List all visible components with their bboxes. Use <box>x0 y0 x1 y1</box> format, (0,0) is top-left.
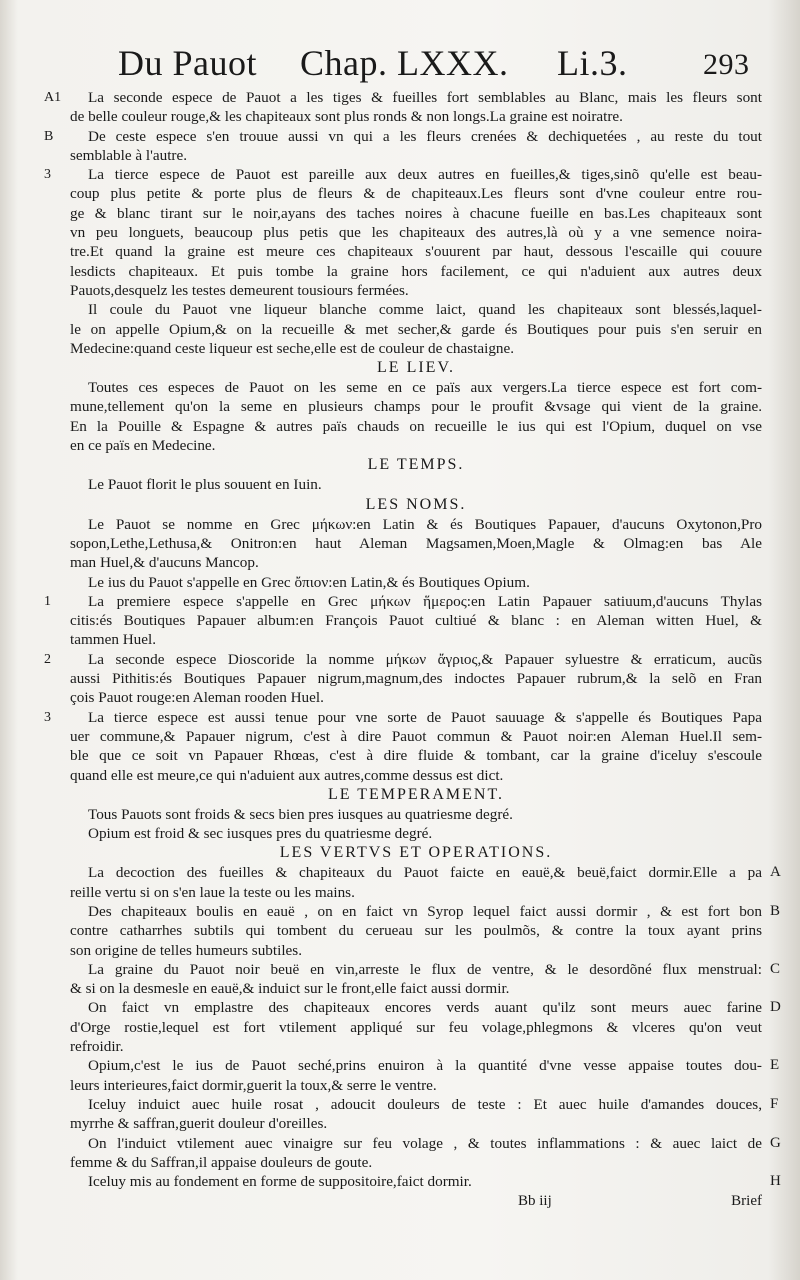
text-line: ble que ce soit vn Papauer Rhœas, c'est à dire fluide & tombant, car la graine d'iceluy s'escoule <box>70 747 762 765</box>
text-line: femme & du Saffran,il appaise douleurs de goute. <box>70 1153 373 1171</box>
margin-note-right: E <box>770 1057 780 1074</box>
paragraph <box>44 88 762 127</box>
paragraph <box>70 960 781 999</box>
text-line: Il coule du Pauot vne liqueur blanche comme laict, quand les chapiteaux sont blessés,laquel- <box>88 301 762 319</box>
text-line: semblable à l'autre. <box>70 146 188 164</box>
text-line: Tous Pauots sont froids & secs bien pres iusques au quatriesme degré. <box>88 805 513 823</box>
text-line: leurs interieures,faict dormir,guerit la toux,& serre le ventre. <box>70 1076 437 1094</box>
margin-note-right: D <box>770 999 781 1016</box>
section-heading: LES VERTVS ET OPERATIONS. <box>279 844 553 862</box>
text-line: reille vertu si on s'en laue la teste ou les mains. <box>70 883 355 901</box>
section-heading: LE TEMPS. <box>367 456 465 474</box>
margin-note-right: G <box>770 1134 781 1151</box>
margin-note-right: A <box>770 864 781 881</box>
text-line: refroidir. <box>70 1038 124 1056</box>
text-line: lesdicts chapiteaux. Et puis tombe la graine hors facilement, ce qui n'aduient aux autres deux <box>70 262 762 280</box>
text-line: citis:és Boutiques Papauer album:en François Pauot cultiué & blanc : en Aleman witten Huel, & <box>70 612 762 630</box>
catchword: Brief <box>731 1193 762 1210</box>
text-line: Le Pauot se nomme en Grec μήκων:en Latin & és Boutiques Papauer, d'aucuns Oxytonon,Pro <box>88 515 762 533</box>
section-heading: LE LIEV. <box>377 359 455 377</box>
text-line: En la Pouille & Espagne & autres païs chauds on recueille le ius qui est l'Opium, duquel on vse <box>70 417 762 435</box>
margin-note-left: A1 <box>44 90 62 105</box>
text-line: La premiere espece s'appelle en Grec μήκων ἥμερος:en Latin Papauer satiuum,d'aucuns Thylas <box>88 592 762 610</box>
margin-note-left: 1 <box>44 593 51 609</box>
text-line: sopon,Lethe,Lethusa,& Onitron:en haut Aleman Magsamen,Moen,Magle & Olmag:en bas Ale <box>70 534 762 552</box>
text-line: myrrhe & saffran,guerit douleur d'oreilles. <box>70 1115 328 1133</box>
paragraph <box>70 300 762 358</box>
text-line: On l'induict vtilement auec vinaigre sur feu volage , & toutes inflammations : & auec laict de <box>88 1134 762 1152</box>
text-line: le on appelle Opium,& on la recueille & met secher,& garde és Boutiques pour puis s'en seruir en <box>70 320 762 338</box>
text-line: Pauots,desquelz les testes demeurent tousiours fermées. <box>70 281 409 299</box>
paragraph <box>70 824 762 843</box>
text-line: Iceluy mis au fondement en forme de suppositoire,faict dormir. <box>88 1173 472 1191</box>
page-number: 293 <box>703 48 750 81</box>
paragraph <box>70 378 762 455</box>
page-body <box>44 88 781 1260</box>
text-line: Des chapiteaux boulis en eauë , on en faict vn Syrop lequel faict aussi dormir , & est fort bon <box>88 902 762 920</box>
text-line: La tierce espece est aussi tenue pour vne sorte de Pauot sauuage & s'appelle és Boutiques Papa <box>88 708 762 726</box>
text-line: coup plus petite & porte plus de fleurs & de chapiteaux.Les fleurs sont d'vne couleur entre rou- <box>70 185 762 203</box>
text-line: contre catharrhes subtils qui tombent du cerueau sur les poulmõs, & contre la toux ayant prins <box>70 922 762 940</box>
text-line: uer commune,& Papauer nigrum, c'est à dire Pauot commun & Pauot noir:en Aleman Huel.Il sem- <box>70 727 762 745</box>
text-line: La decoction des fueilles & chapiteaux du Pauot faicte en eauë,& beuë,faict dormir.Elle a pa <box>88 864 762 882</box>
text-line: & si on la desmesle en eauë,& induict sur le front,elle faict aussi dormir. <box>70 980 510 998</box>
paragraph <box>70 805 762 824</box>
margin-note-left: 3 <box>44 167 51 183</box>
margin-note-right: H <box>770 1173 781 1190</box>
margin-note-left: 3 <box>44 709 51 725</box>
paragraph <box>70 515 762 573</box>
text-line: d'Orge rostie,lequel est fort vtilement appliqué sur feu volage,phlegmons & vlceres qu'on veut <box>70 1018 762 1036</box>
section-heading: LE TEMPERAMENT. <box>327 785 505 803</box>
margin-note-right: C <box>770 960 781 977</box>
text-line: Opium,c'est le ius de Pauot seché,prins enuiron à la quantité d'vne vesse appaise toutes dou- <box>88 1057 762 1075</box>
paragraph <box>44 165 762 300</box>
paragraph <box>70 1056 780 1095</box>
margin-note-left: 2 <box>44 651 51 667</box>
paragraph <box>70 1095 779 1134</box>
text-line: Opium est froid & sec iusques pres du quatriesme degré. <box>88 825 433 843</box>
text-line: son origine de telles humeurs subtiles. <box>70 941 302 959</box>
text-line: aussi Pithitis:és Boutiques Papauer nigrum,magnum,des indoctes Papauer rubrum,& la selõ en Fran <box>70 670 762 688</box>
text-line: man Huel,& d'aucuns Mancop. <box>70 554 259 572</box>
paragraph <box>70 1134 781 1173</box>
text-line: vn peu longuets, beaucoup plus petis que les chapiteaux des autres,là où y a vne semence noira- <box>70 224 762 242</box>
header-book: Li.3. <box>557 43 628 83</box>
text-line: La graine du Pauot noir beuë en vin,arreste le flux de ventre, & le desordõné flux menstrual: <box>88 960 762 978</box>
page-footer <box>70 1193 762 1213</box>
text-line: On faict vn emplastre des chapiteaux encores verds auant qu'ilz sont meurs auec farine <box>88 999 762 1017</box>
paragraph <box>70 998 781 1056</box>
running-header <box>0 42 800 92</box>
text-line: Le ius du Pauot s'appelle en Grec ὄπιον:en Latin,& és Boutiques Opium. <box>88 573 530 591</box>
header-title-left: Du Pauot <box>118 43 257 83</box>
text-line: de belle couleur rouge,& les chapiteaux sont plus ronds & non longs.La graine est noiratre. <box>70 108 623 126</box>
paragraph <box>44 127 762 166</box>
text-line: quand elle est meure,ce qui n'aduient aux autres,comme dessus est dict. <box>70 766 504 784</box>
text-line: Toutes ces especes de Pauot on les seme en ce païs aux vergers.La tierce espece est fort com- <box>88 379 762 397</box>
paragraph <box>70 902 781 960</box>
text-line: De ceste espece s'en trouue aussi vn qui a les fleurs crenées & dechiquetées , au reste du tout <box>88 127 762 145</box>
paragraph <box>70 475 762 494</box>
text-line: mune,tellement qu'on la seme en plusieurs champs pour le proufit &vsage qui vient de la graine. <box>70 398 762 416</box>
text-line: çois Pauot rouge:en Aleman rooden Huel. <box>70 689 324 707</box>
section-heading: LES NOMS. <box>365 495 467 513</box>
paragraph <box>70 573 762 592</box>
text-line: La seconde espece Dioscoride la nomme μήκων ἄγριος,& Papauer syluestre & erraticum, aucũs <box>88 650 762 668</box>
text-line: La tierce espece de Pauot est pareille aux deux autres en fueilles,& tiges,sinõ qu'elle est beau- <box>88 166 762 184</box>
text-line: ge & blanc tirant sur le noir,ayans des taches noires à chacune fueille en bas.Les chapiteaux sont <box>70 204 762 222</box>
paragraph <box>70 863 781 902</box>
text-line: Medecine:quand ceste liqueur est seche,elle est de couleur de chastaigne. <box>70 339 515 357</box>
text-line: La seconde espece de Pauot a les tiges & fueilles fort semblables au Blanc, mais les fleurs sont <box>88 89 762 106</box>
text-line: en ce païs en Medecine. <box>70 437 216 455</box>
text-line: tre.Et quand la graine est meure ces chapiteaux s'ouurent par haut, dessous l'escaille qui couure <box>70 243 762 261</box>
signature-mark: Bb iij <box>518 1193 552 1210</box>
margin-note-right: B <box>770 902 781 919</box>
paragraph <box>44 650 762 708</box>
paragraph <box>44 592 762 650</box>
text-line: tammen Huel. <box>70 631 157 649</box>
header-chapter: Chap. LXXX. <box>300 43 509 83</box>
text-line: Iceluy induict auec huile rosat , adoucit douleurs de teste : Et auec huile d'amandes douces, <box>88 1095 762 1113</box>
text-line: Le Pauot florit le plus souuent en Iuin. <box>88 476 322 494</box>
paragraph <box>44 708 762 785</box>
margin-note-right: F <box>770 1095 779 1112</box>
paragraph <box>70 1172 781 1191</box>
margin-note-left: B <box>44 128 54 144</box>
